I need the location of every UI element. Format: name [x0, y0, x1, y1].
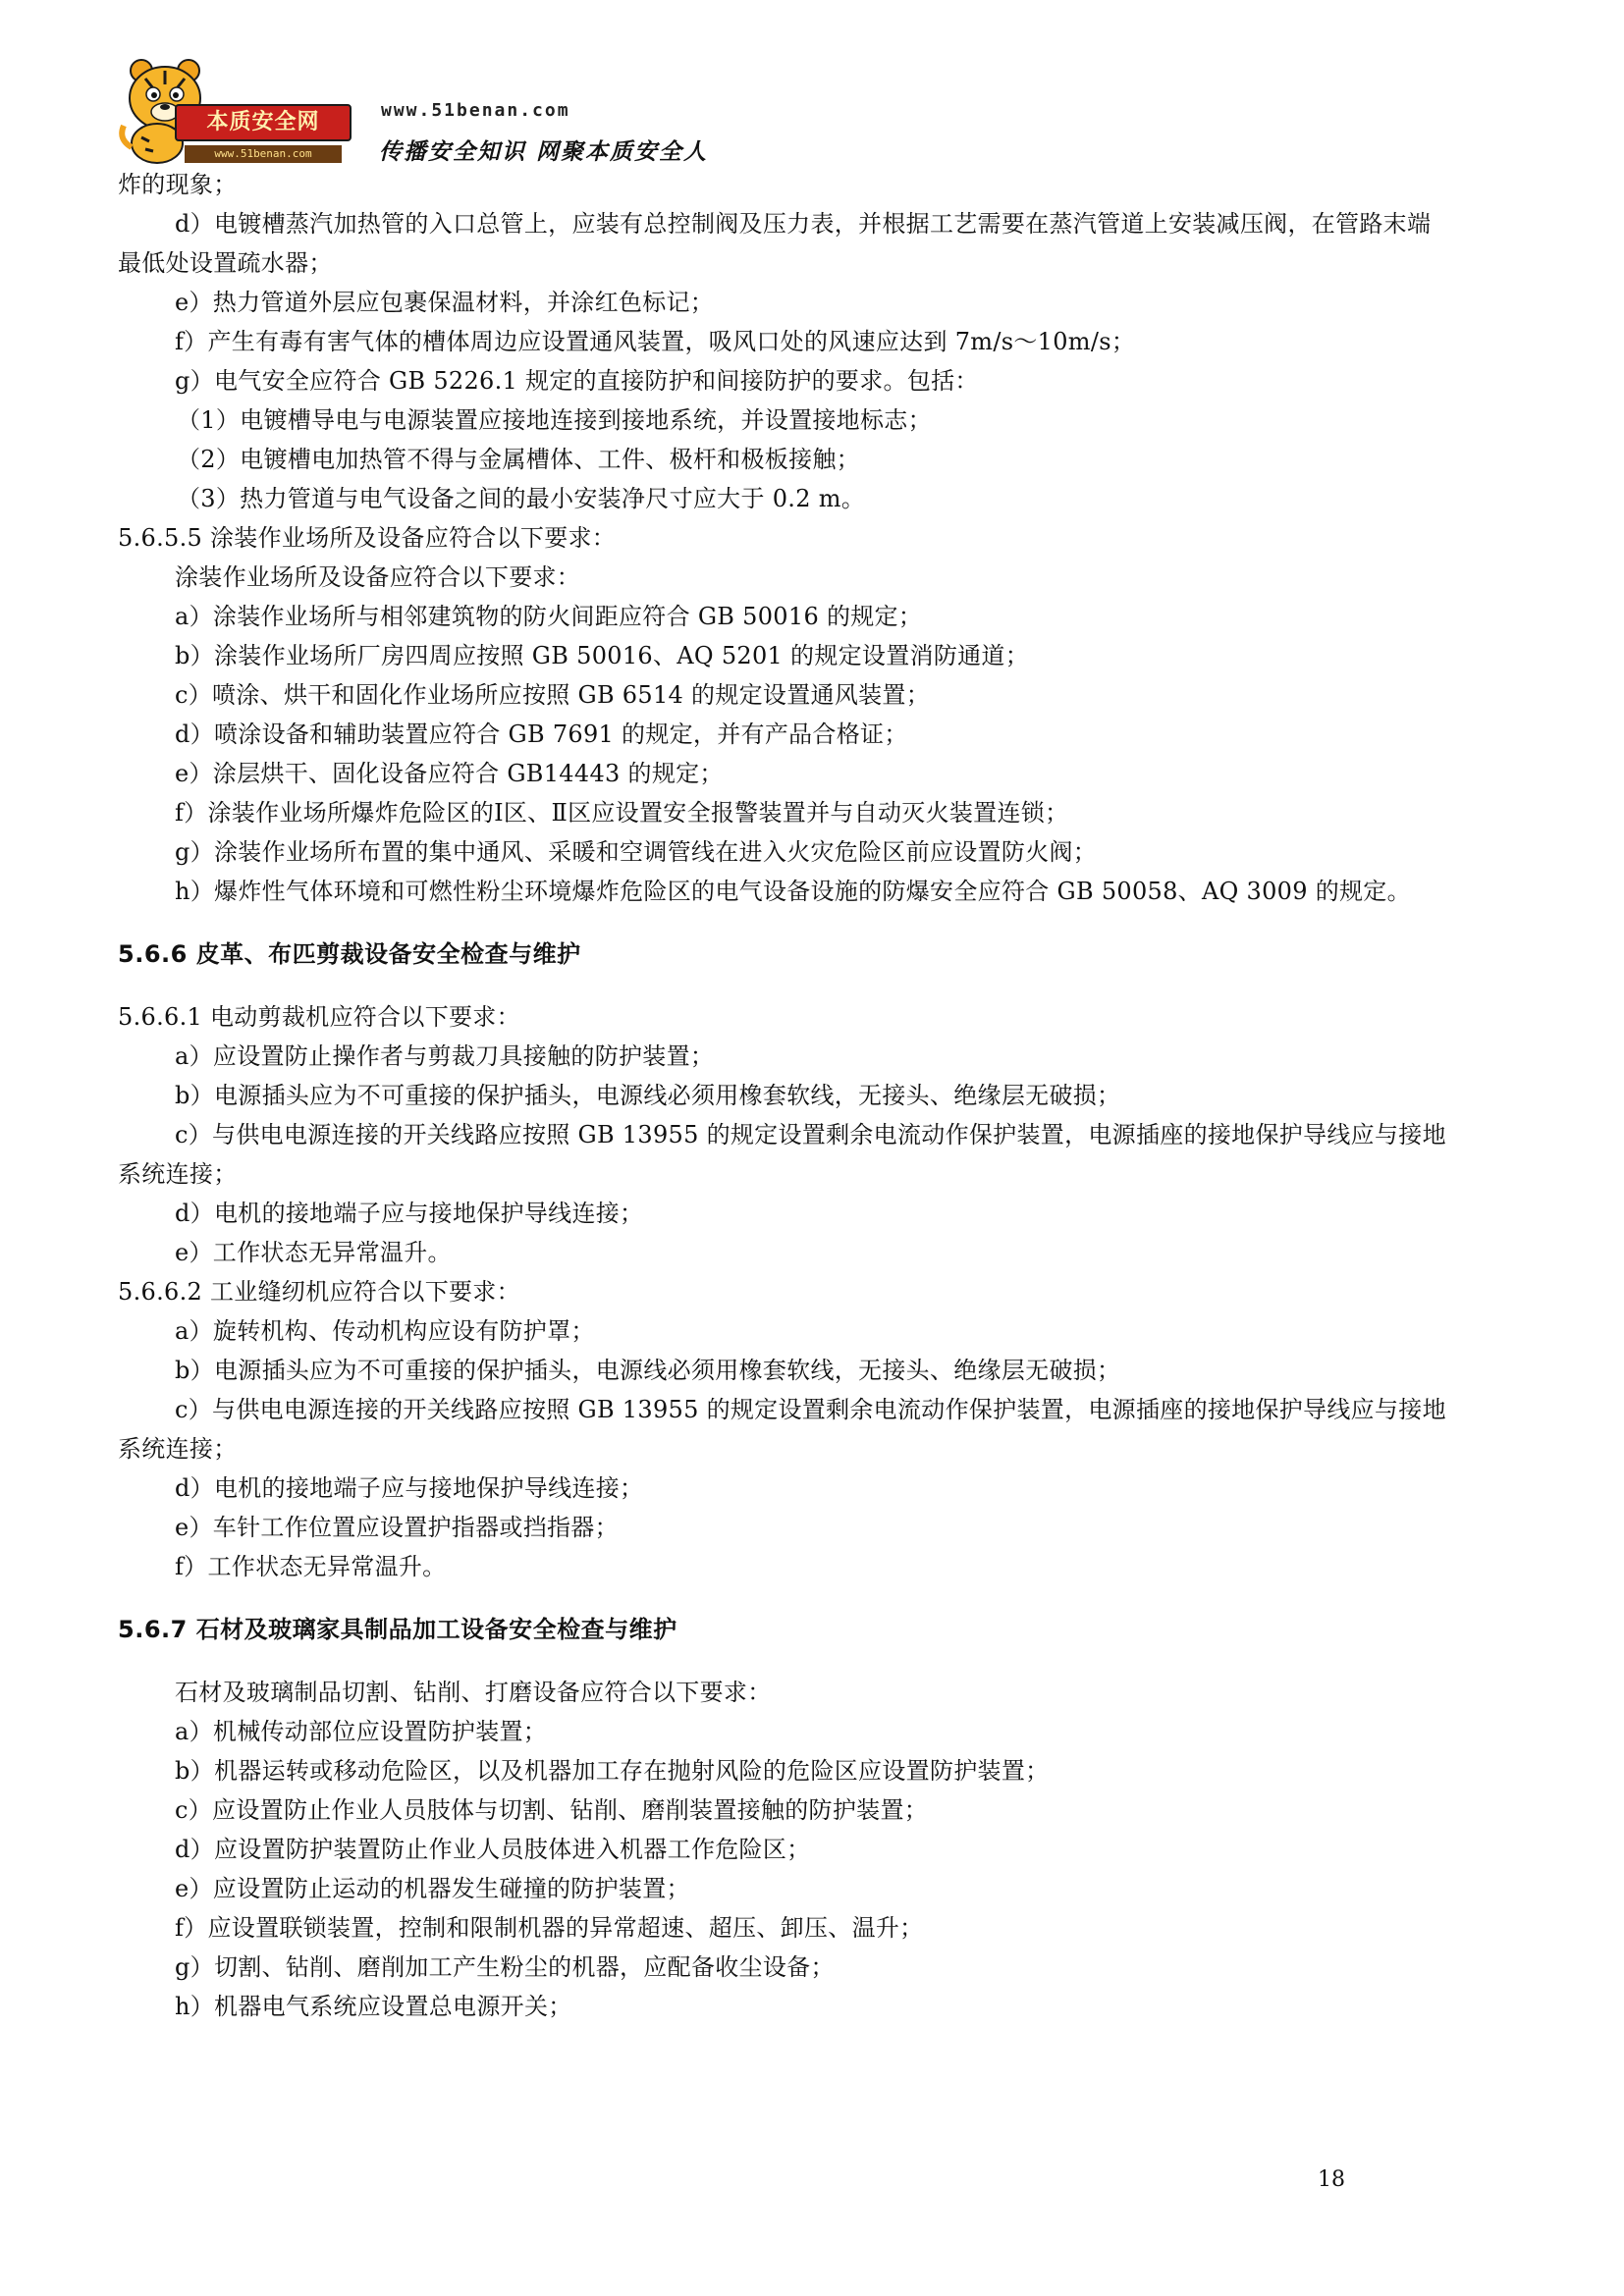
paragraph-line: g）涂装作业场所布置的集中通风、采暖和空调管线在进入火灾危险区前应设置防火阀；	[175, 838, 1098, 866]
spacer	[118, 1651, 1453, 1673]
section-heading: 5.6.7 石材及玻璃家具制品加工设备安全检查与维护	[118, 1616, 677, 1643]
paragraph-line: 5.6.6.2 工业缝纫机应符合以下要求：	[118, 1278, 520, 1306]
page-number: 18	[1318, 2167, 1345, 2192]
paragraph-line: f）应设置联锁装置，控制和限制机器的异常超速、超压、卸压、温升；	[175, 1914, 924, 1942]
paragraph-line: （2）电镀槽电加热管不得与金属槽体、工件、极杆和极板接触；	[177, 446, 860, 473]
paragraph-line: f）工作状态无异常温升。	[175, 1553, 447, 1580]
paragraph-line: 炸的现象；	[118, 171, 238, 198]
paragraph-line: d）电机的接地端子应与接地保护导线连接；	[175, 1474, 644, 1502]
paragraph-line: e）工作状态无异常温升。	[175, 1239, 452, 1266]
paragraph-line: a）应设置防止操作者与剪裁刀具接触的防护装置；	[175, 1042, 715, 1070]
spacer	[118, 1586, 1453, 1608]
logo-url-strip: www.51benan.com	[185, 145, 342, 163]
paragraph-line: 5.6.6.1 电动剪裁机应符合以下要求：	[118, 1003, 520, 1031]
paragraph-line: d）电镀槽蒸汽加热管的入口总管上，应装有总控制阀及压力表，并根据工艺需要在蒸汽管道上安装减压阀，在管路末端最低处设置疏水器；	[118, 210, 1432, 277]
logo-wordmark: 本质安全网	[175, 104, 352, 141]
spacer	[118, 911, 1453, 933]
paragraph-line: e）车针工作位置应设置护指器或挡指器；	[175, 1514, 619, 1541]
paragraph-line: e）应设置防止运动的机器发生碰撞的防护装置；	[175, 1875, 690, 1902]
paragraph-line: d）电机的接地端子应与接地保护导线连接；	[175, 1200, 644, 1227]
spacer	[118, 976, 1453, 997]
paragraph-line: （3）热力管道与电气设备之间的最小安装净尺寸应大于 0.2 m。	[177, 485, 866, 512]
paragraph-line: （1）电镀槽导电与电源装置应接地连接到接地系统，并设置接地标志；	[177, 406, 932, 434]
paragraph-line: f）涂装作业场所爆炸危险区的Ⅰ区、Ⅱ区应设置安全报警装置并与自动灭火装置连锁；	[175, 799, 1069, 827]
paragraph-line: g）电气安全应符合 GB 5226.1 规定的直接防护和间接防护的要求。包括：	[175, 367, 979, 395]
paragraph-line: 涂装作业场所及设备应符合以下要求：	[175, 563, 581, 591]
site-logo	[116, 57, 352, 167]
section-heading: 5.6.6 皮革、布匹剪裁设备安全检查与维护	[118, 940, 581, 968]
paragraph-line: g）切割、钻削、磨削加工产生粉尘的机器，应配备收尘设备；	[175, 1953, 835, 1981]
paragraph-line: h）机器电气系统应设置总电源开关；	[175, 1993, 572, 2020]
paragraph-line: 5.6.5.5 涂装作业场所及设备应符合以下要求：	[118, 524, 617, 552]
paragraph-line: a）机械传动部位应设置防护装置；	[175, 1718, 548, 1745]
paragraph-line: f）产生有毒有害气体的槽体周边应设置通风装置，吸风口处的风速应达到 7m/s～10m/s；	[175, 328, 1136, 355]
paragraph-line: b）涂装作业场所厂房四周应按照 GB 50016、AQ 5201 的规定设置消防通道；	[175, 642, 1030, 669]
paragraph-line: c）与供电电源连接的开关线路应按照 GB 13955 的规定设置剩余电流动作保护装置，电源插座的接地保护导线应与接地系统连接；	[118, 1121, 1446, 1188]
page-header	[116, 57, 803, 170]
paragraph-line: e）涂层烘干、固化设备应符合 GB14443 的规定；	[175, 760, 724, 787]
paragraph-line: d）喷涂设备和辅助装置应符合 GB 7691 的规定，并有产品合格证；	[175, 721, 908, 748]
paragraph-line: c）喷涂、烘干和固化作业场所应按照 GB 6514 的规定设置通风装置；	[175, 681, 931, 709]
paragraph-line: h）爆炸性气体环境和可燃性粉尘环境爆炸危险区的电气设备设施的防爆安全应符合 GB 50058、AQ 3009 的规定。	[175, 878, 1411, 905]
site-url[interactable]: www.51benan.com	[381, 100, 570, 121]
paragraph-line: c）与供电电源连接的开关线路应按照 GB 13955 的规定设置剩余电流动作保护装置，电源插座的接地保护导线应与接地系统连接；	[118, 1396, 1446, 1463]
paragraph-line: a）涂装作业场所与相邻建筑物的防火间距应符合 GB 50016 的规定；	[175, 603, 923, 630]
paragraph-line: e）热力管道外层应包裹保温材料，并涂红色标记；	[175, 289, 715, 316]
paragraph-line: b）电源插头应为不可重接的保护插头，电源线必须用橡套软线，无接头、绝缘层无破损；	[175, 1082, 1121, 1109]
paragraph-line: c）应设置防止作业人员肢体与切割、钻削、磨削装置接触的防护装置；	[175, 1796, 929, 1824]
paragraph-line: b）机器运转或移动危险区，以及机器加工存在抛射风险的危险区应设置防护装置；	[175, 1757, 1050, 1785]
site-slogan: 传播安全知识 网聚本质安全人	[379, 139, 709, 165]
paragraph-line: b）电源插头应为不可重接的保护插头，电源线必须用橡套软线，无接头、绝缘层无破损；	[175, 1357, 1121, 1384]
paragraph-line: d）应设置防护装置防止作业人员肢体进入机器工作危险区；	[175, 1836, 811, 1863]
paragraph-line: 石材及玻璃制品切割、钻削、打磨设备应符合以下要求：	[175, 1679, 772, 1706]
document-body	[118, 165, 1453, 2026]
paragraph-line: a）旋转机构、传动机构应设有防护罩；	[175, 1317, 595, 1345]
